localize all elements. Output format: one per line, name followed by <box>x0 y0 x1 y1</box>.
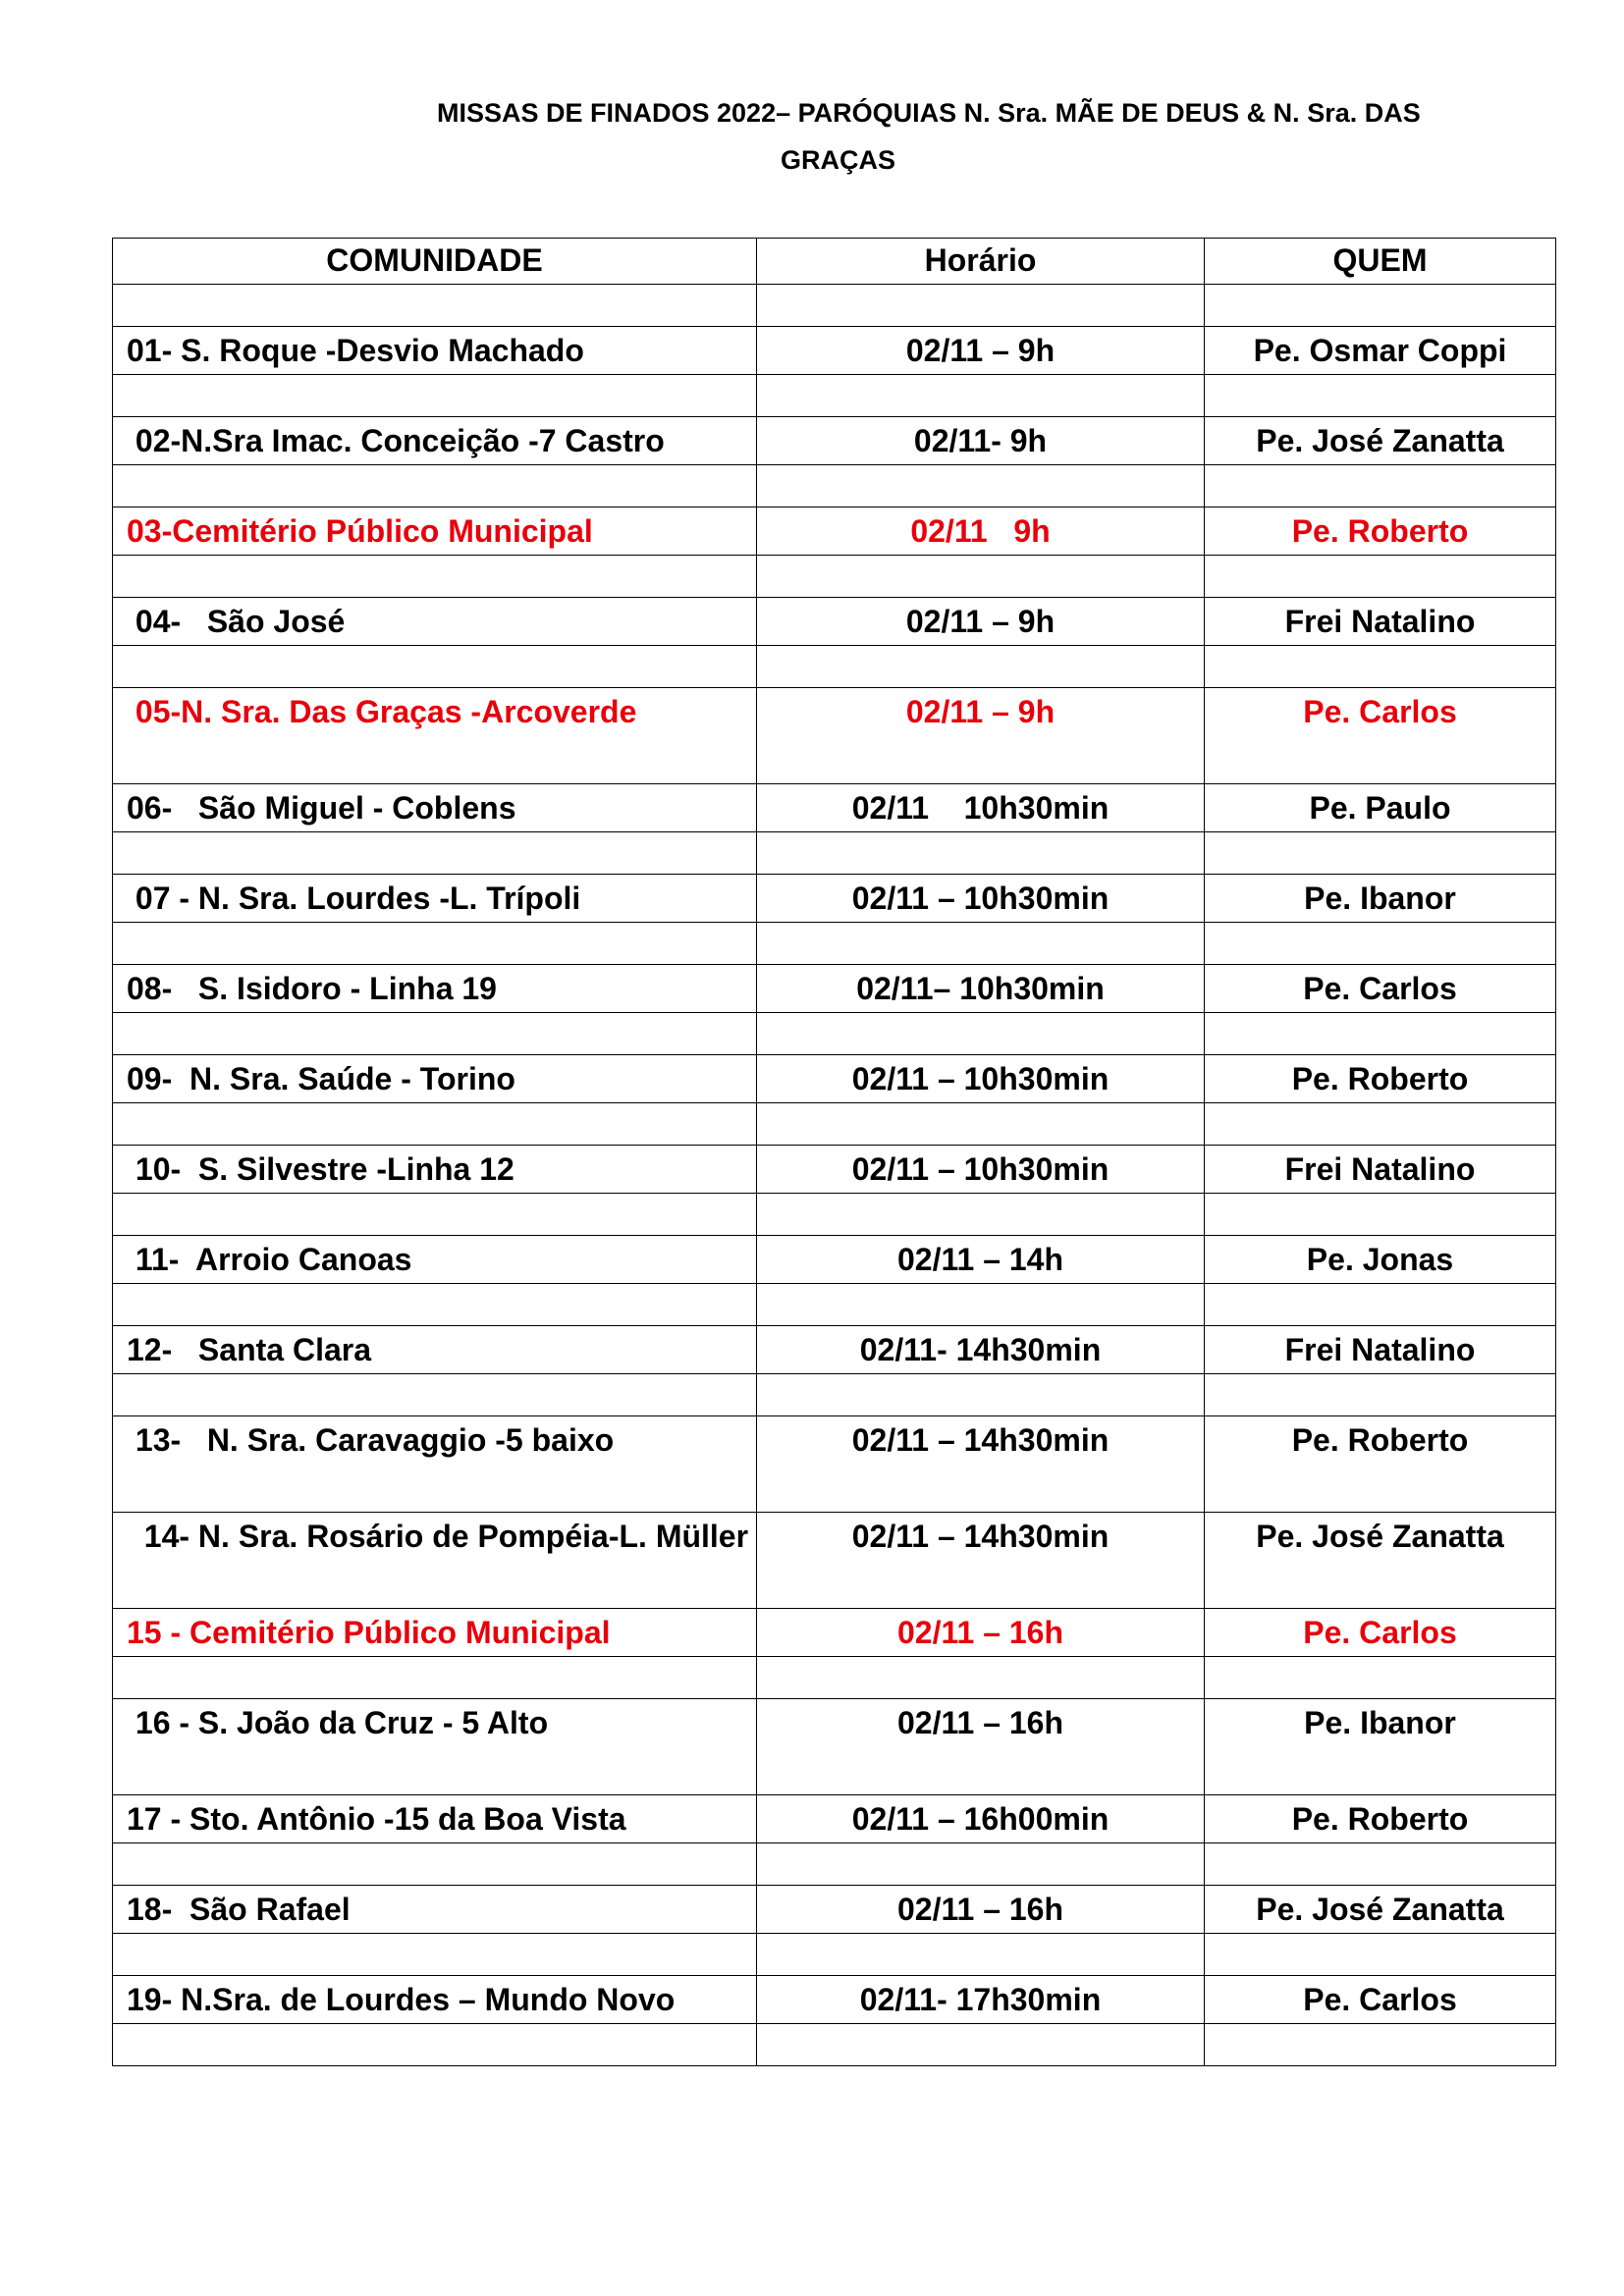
cell-quem: Pe. José Zanatta <box>1205 1513 1556 1609</box>
cell-comunidade: 08- S. Isidoro - Linha 19 <box>113 965 757 1013</box>
spacer-row <box>113 1103 1556 1146</box>
cell-comunidade: 19- N.Sra. de Lourdes – Mundo Novo <box>113 1976 757 2024</box>
cell-quem: Frei Natalino <box>1205 1146 1556 1194</box>
table-row <box>113 688 1556 784</box>
cell-horario: 02/11 – 16h <box>757 1699 1205 1795</box>
mass-schedule-table <box>112 238 1556 2066</box>
cell-comunidade: 07 - N. Sra. Lourdes -L. Trípoli <box>113 875 757 923</box>
spacer-row <box>113 1934 1556 1976</box>
cell-comunidade: 14- N. Sra. Rosário de Pompéia-L. Müller <box>113 1513 757 1609</box>
cell-comunidade: 02-N.Sra Imac. Conceição -7 Castro <box>113 417 757 465</box>
spacer-row <box>113 1374 1556 1416</box>
table-row <box>113 1886 1556 1934</box>
cell-horario: 02/11 – 10h30min <box>757 1055 1205 1103</box>
cell-quem: Pe. Roberto <box>1205 1055 1556 1103</box>
header-horario: Horário <box>757 239 1205 285</box>
spacer-row <box>113 465 1556 507</box>
spacer-row <box>113 646 1556 688</box>
table-row <box>113 875 1556 923</box>
cell-horario: 02/11 – 10h30min <box>757 1146 1205 1194</box>
cell-comunidade: 11- Arroio Canoas <box>113 1236 757 1284</box>
spacer-row <box>113 1284 1556 1326</box>
cell-quem: Pe. Carlos <box>1205 688 1556 784</box>
cell-horario: 02/11 – 16h00min <box>757 1795 1205 1843</box>
cell-quem: Pe. José Zanatta <box>1205 417 1556 465</box>
title-line-2: GRAÇAS <box>781 145 896 175</box>
spacer-row <box>113 1657 1556 1699</box>
cell-quem: Frei Natalino <box>1205 598 1556 646</box>
table-header-row <box>113 239 1556 285</box>
cell-horario: 02/11 9h <box>757 507 1205 556</box>
cell-comunidade: 01- S. Roque -Desvio Machado <box>113 327 757 375</box>
cell-comunidade: 17 - Sto. Antônio -15 da Boa Vista <box>113 1795 757 1843</box>
cell-quem: Frei Natalino <box>1205 1326 1556 1374</box>
table-row <box>113 507 1556 556</box>
cell-comunidade: 03-Cemitério Público Municipal <box>113 507 757 556</box>
cell-horario: 02/11– 10h30min <box>757 965 1205 1013</box>
cell-quem: Pe. Roberto <box>1205 1795 1556 1843</box>
table-row <box>113 784 1556 832</box>
table-row <box>113 1513 1556 1609</box>
table-row <box>113 1146 1556 1194</box>
spacer-row <box>113 832 1556 875</box>
spacer-row <box>113 2024 1556 2066</box>
cell-comunidade: 06- São Miguel - Coblens <box>113 784 757 832</box>
spacer-row <box>113 375 1556 417</box>
cell-horario: 02/11 – 9h <box>757 688 1205 784</box>
cell-horario: 02/11 – 16h <box>757 1886 1205 1934</box>
cell-quem: Pe. Roberto <box>1205 507 1556 556</box>
cell-comunidade: 05-N. Sra. Das Graças -Arcoverde <box>113 688 757 784</box>
table-row <box>113 1795 1556 1843</box>
spacer-row <box>113 1843 1556 1886</box>
cell-quem: Pe. Roberto <box>1205 1416 1556 1513</box>
table-row <box>113 417 1556 465</box>
spacer-row <box>113 1194 1556 1236</box>
cell-quem: Pe. Carlos <box>1205 965 1556 1013</box>
cell-horario: 02/11- 14h30min <box>757 1326 1205 1374</box>
spacer-row <box>113 285 1556 327</box>
cell-horario: 02/11- 17h30min <box>757 1976 1205 2024</box>
cell-comunidade: 10- S. Silvestre -Linha 12 <box>113 1146 757 1194</box>
cell-horario: 02/11- 9h <box>757 417 1205 465</box>
cell-quem: Pe. Osmar Coppi <box>1205 327 1556 375</box>
header-comunidade: COMUNIDADE <box>113 239 757 285</box>
table-row <box>113 1699 1556 1795</box>
cell-horario: 02/11 – 16h <box>757 1609 1205 1657</box>
cell-horario: 02/11 – 14h30min <box>757 1513 1205 1609</box>
cell-comunidade: 13- N. Sra. Caravaggio -5 baixo <box>113 1416 757 1513</box>
table-row <box>113 965 1556 1013</box>
spacer-row <box>113 1013 1556 1055</box>
cell-quem: Pe. Jonas <box>1205 1236 1556 1284</box>
table-row <box>113 1055 1556 1103</box>
cell-comunidade: 12- Santa Clara <box>113 1326 757 1374</box>
cell-comunidade: 15 - Cemitério Público Municipal <box>113 1609 757 1657</box>
cell-horario: 02/11 – 10h30min <box>757 875 1205 923</box>
table-row <box>113 1976 1556 2024</box>
spacer-row <box>113 923 1556 965</box>
title-line-1: MISSAS DE FINADOS 2022– PARÓQUIAS N. Sra. MÃE DE DEUS & N. Sra. DAS <box>437 98 1421 128</box>
table-row <box>113 1609 1556 1657</box>
cell-horario: 02/11 – 9h <box>757 598 1205 646</box>
cell-horario: 02/11 10h30min <box>757 784 1205 832</box>
table-row <box>113 1326 1556 1374</box>
cell-quem: Pe. Carlos <box>1205 1976 1556 2024</box>
cell-comunidade: 16 - S. João da Cruz - 5 Alto <box>113 1699 757 1795</box>
header-quem: QUEM <box>1205 239 1556 285</box>
cell-horario: 02/11 – 14h <box>757 1236 1205 1284</box>
spacer-row <box>113 556 1556 598</box>
cell-comunidade: 18- São Rafael <box>113 1886 757 1934</box>
table-row <box>113 327 1556 375</box>
table-row <box>113 1416 1556 1513</box>
cell-comunidade: 04- São José <box>113 598 757 646</box>
cell-quem: Pe. Paulo <box>1205 784 1556 832</box>
cell-quem: Pe. José Zanatta <box>1205 1886 1556 1934</box>
cell-comunidade: 09- N. Sra. Saúde - Torino <box>113 1055 757 1103</box>
cell-quem: Pe. Ibanor <box>1205 1699 1556 1795</box>
cell-horario: 02/11 – 14h30min <box>757 1416 1205 1513</box>
table-row <box>113 1236 1556 1284</box>
cell-quem: Pe. Carlos <box>1205 1609 1556 1657</box>
table-row <box>113 598 1556 646</box>
cell-quem: Pe. Ibanor <box>1205 875 1556 923</box>
cell-horario: 02/11 – 9h <box>757 327 1205 375</box>
